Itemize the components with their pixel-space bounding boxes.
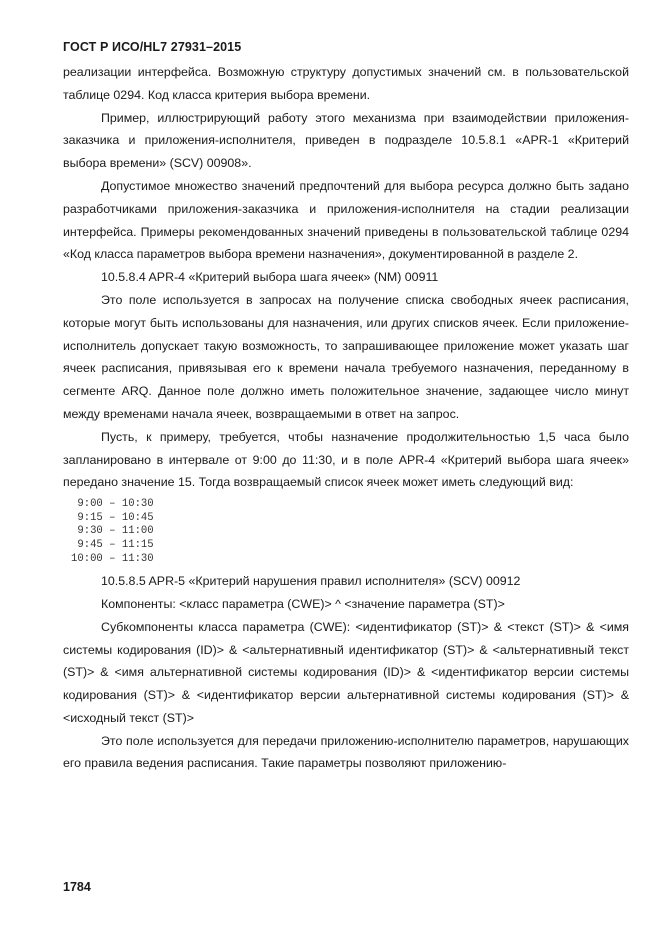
time-slot-list: 9:00 – 10:30 9:15 – 10:45 9:30 – 11:00 9:45 – 11:15 10:00 – 11:30 bbox=[71, 498, 154, 565]
paragraph-subcomponents: Субкомпоненты класса параметра (CWE): <идентификатор (ST)> & <текст (ST)> & <имя системы кодирования (ID)> & <альтернативный идентификатор (ST)> & <альтернативный текст (ST)> & <имя альтернативной системы кодирования (ID)> & <идентификатор версии системы кодирования (ST)> & <идентификатор версии альтернативной системы кодирования (ST)> & <исходный текст (ST)> bbox=[63, 619, 629, 725]
body-text bbox=[63, 61, 629, 775]
section-heading-apr-4: 10.5.8.4 APR-4 «Критерий выбора шага ячеек» (NM) 00911 bbox=[101, 270, 439, 285]
paragraph-continuation: реализации интерфейса. Возможную структуру допустимых значений см. в пользовательской таблице 0294. Код класса критерия выбора времени. bbox=[63, 65, 629, 102]
paragraph-apr-5-description: Это поле используется для передачи приложению-исполнителю параметров, нарушающих его правила ведения расписания. Такие параметры позволяют приложению- bbox=[63, 733, 629, 771]
paragraph-preferences: Допустимое множество значений предпочтений для выбора ресурса должно быть задано разработчиками приложения-заказчика и приложения-исполнителя на стадии реализации интерфейса. Примеры рекомендованных значений приведены в пользовательской таблице 0294 «Код класса параметров выбора времени назначения», документированной в разделе 2. bbox=[63, 178, 629, 262]
paragraph-apr-4-description: Это поле используется в запросах на получение списка свободных ячеек расписания, которые могут быть использованы для назначения, или других списков ячеек. Если приложение-исполнитель допускает такую возможность, то запрашивающее приложение может указать шаг ячеек расписания, привязывая его к времени начала требуемого назначения, переданному в сегменте ARQ. Данное поле должно иметь положительное значение, задающее число минут между временами начала ячеек, возвращаемыми в ответ на запрос. bbox=[63, 292, 629, 421]
paragraph-components: Компоненты: <класс параметра (CWE)> ^ <значение параметра (ST)> bbox=[101, 596, 505, 611]
section-heading-apr-5: 10.5.8.5 APR-5 «Критерий нарушения правил исполнителя» (SCV) 00912 bbox=[101, 574, 521, 589]
page-number: 1784 bbox=[63, 880, 91, 894]
paragraph-example: Пример, иллюстрирующий работу этого механизма при взаимодействии приложения-заказчика и приложения-исполнителя, приведен в подразделе 10.5.8.1 «APR-1 «Критерий выбора времени» (SCV) 00908». bbox=[63, 110, 629, 171]
paragraph-apr-4-example: Пусть, к примеру, требуется, чтобы назначение продолжительностью 1,5 часа было запланировано в интервале от 9:00 до 11:30, и в поле APR-4 «Критерий выбора шага ячеек» передано значение 15. Тогда возвращаемый список ячеек может иметь следующий вид: bbox=[63, 429, 629, 490]
standard-header: ГОСТ Р ИСО/HL7 27931–2015 bbox=[63, 40, 242, 54]
